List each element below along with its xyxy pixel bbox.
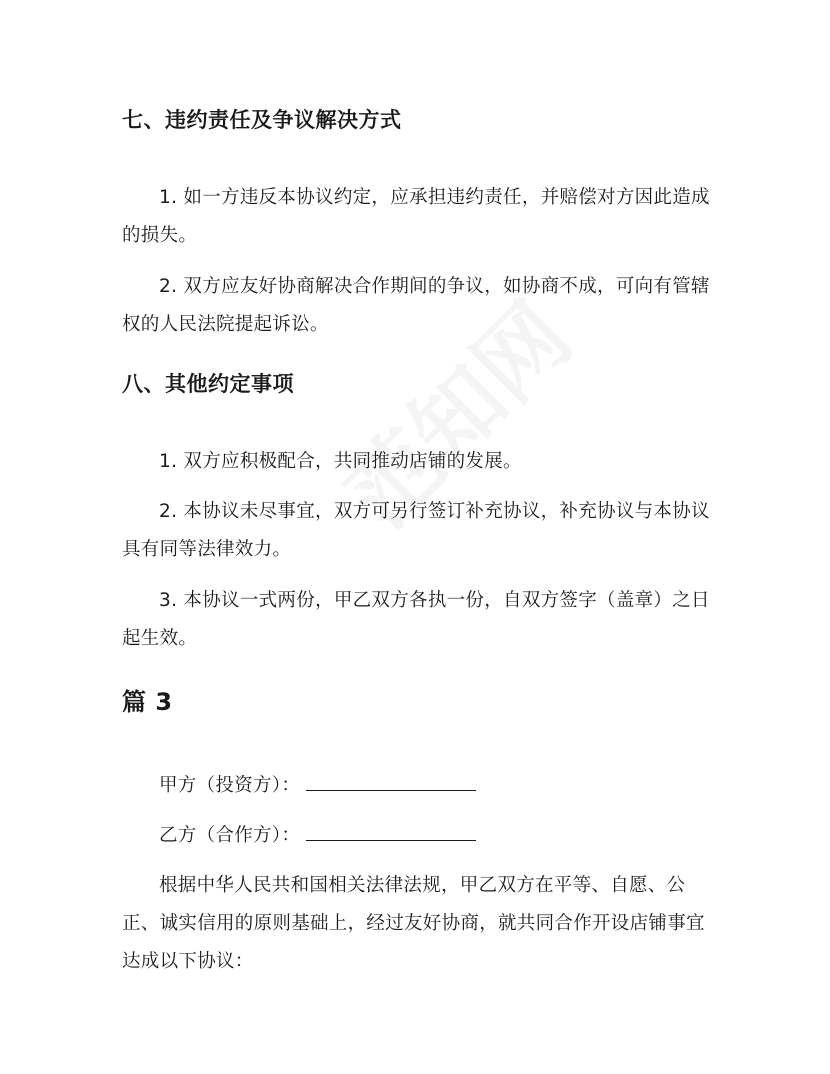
section-7-paragraph-1: 1. 如一方违反本协议约定，应承担违约责任，并赔偿对方因此造成的损失。 xyxy=(122,187,710,246)
party-b-blank-line xyxy=(306,822,476,841)
part-3-intro-paragraph: 根据中华人民共和国相关法律法规，甲乙双方在平等、自愿、公正、诚实信用的原则基础上，经过友好协商，就共同合作开设店铺事宜达成以下协议： xyxy=(122,875,705,972)
part-3-title: 篇 3 xyxy=(122,688,173,716)
section-8-paragraph-3: 3. 本协议一式两份，甲乙双方各执一份，自双方签字（盖章）之日起生效。 xyxy=(122,590,710,649)
section-8-heading: 八、其他约定事项 xyxy=(122,372,294,396)
section-7-heading: 七、违约责任及争议解决方式 xyxy=(122,108,402,132)
section-7-paragraph-2: 2. 双方应友好协商解决合作期间的争议，如协商不成，可向有管辖权的人民法院提起诉讼。 xyxy=(122,276,710,335)
section-8-paragraph-1: 1. 双方应积极配合，共同推动店铺的发展。 xyxy=(159,451,522,472)
party-a-field xyxy=(159,771,476,797)
party-b-field xyxy=(159,821,476,847)
party-a-label: 甲方（投资方）： xyxy=(159,775,301,796)
party-a-blank-line xyxy=(306,772,476,791)
party-b-label: 乙方（合作方）： xyxy=(159,825,301,846)
section-8-paragraph-2: 2. 本协议未尽事宜，双方可另行签订补充协议，补充协议与本协议具有同等法律效力。 xyxy=(122,501,710,560)
